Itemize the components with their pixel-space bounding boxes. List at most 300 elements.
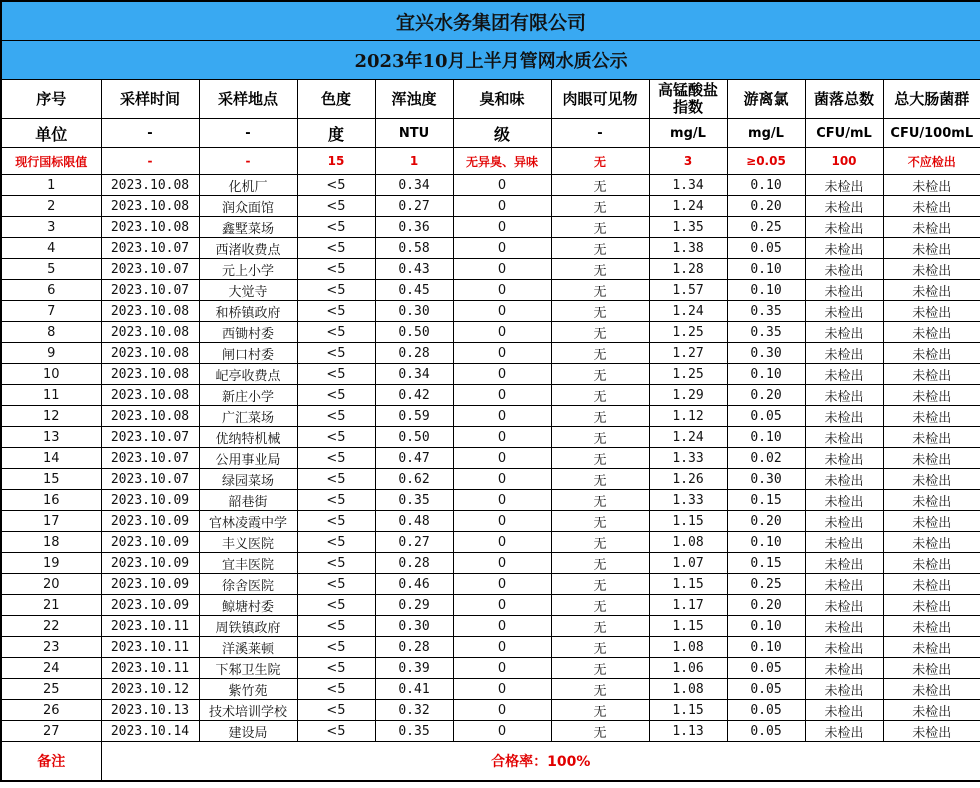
cell-sample-time: 2023.10.09 — [101, 595, 199, 616]
cell-seq: 17 — [1, 511, 101, 532]
cell-sample-site: 西锄村委 — [199, 322, 297, 343]
cell-permanganate-index: 1.34 — [649, 175, 727, 196]
cell-coliform: 未检出 — [883, 385, 980, 406]
cell-free-chlorine: 0.35 — [727, 301, 805, 322]
cell-free-chlorine: 0.05 — [727, 658, 805, 679]
cell-free-chlorine: 0.15 — [727, 553, 805, 574]
cell-sample-site: 紫竹苑 — [199, 679, 297, 700]
cell-odor: 0 — [453, 595, 551, 616]
cell-chroma: <5 — [297, 406, 375, 427]
page-title: 2023年10月上半月管网水质公示 — [1, 41, 980, 80]
cell-permanganate-index: 1.15 — [649, 511, 727, 532]
unit-sample-time: - — [101, 119, 199, 148]
cell-coliform: 未检出 — [883, 574, 980, 595]
cell-free-chlorine: 0.05 — [727, 406, 805, 427]
cell-free-chlorine: 0.10 — [727, 175, 805, 196]
cell-free-chlorine: 0.30 — [727, 469, 805, 490]
cell-chroma: <5 — [297, 658, 375, 679]
table-row — [1, 616, 980, 637]
cell-free-chlorine: 0.10 — [727, 427, 805, 448]
cell-odor: 0 — [453, 721, 551, 742]
cell-coliform: 未检出 — [883, 238, 980, 259]
cell-permanganate-index: 1.07 — [649, 553, 727, 574]
cell-permanganate-index: 1.24 — [649, 427, 727, 448]
cell-free-chlorine: 0.25 — [727, 574, 805, 595]
cell-visible-matter: 无 — [551, 259, 649, 280]
cell-sample-time: 2023.10.09 — [101, 574, 199, 595]
unit-visible-matter: - — [551, 119, 649, 148]
cell-odor: 0 — [453, 532, 551, 553]
cell-colony-count: 未检出 — [805, 511, 883, 532]
cell-free-chlorine: 0.10 — [727, 259, 805, 280]
unit-coliform: CFU/100mL — [883, 119, 980, 148]
column-header-chroma: 色度 — [297, 80, 375, 119]
cell-turbidity: 0.62 — [375, 469, 453, 490]
limit-permanganate-index: 3 — [649, 148, 727, 175]
cell-coliform: 未检出 — [883, 406, 980, 427]
cell-odor: 0 — [453, 658, 551, 679]
cell-chroma: <5 — [297, 217, 375, 238]
cell-odor: 0 — [453, 364, 551, 385]
cell-coliform: 未检出 — [883, 679, 980, 700]
limit-sample-site: - — [199, 148, 297, 175]
cell-seq: 10 — [1, 364, 101, 385]
cell-chroma: <5 — [297, 637, 375, 658]
cell-seq: 3 — [1, 217, 101, 238]
column-header-sample-time: 采样时间 — [101, 80, 199, 119]
cell-colony-count: 未检出 — [805, 469, 883, 490]
cell-chroma: <5 — [297, 490, 375, 511]
limit-colony-count: 100 — [805, 148, 883, 175]
cell-free-chlorine: 0.10 — [727, 364, 805, 385]
cell-odor: 0 — [453, 448, 551, 469]
cell-chroma: <5 — [297, 679, 375, 700]
cell-chroma: <5 — [297, 385, 375, 406]
cell-sample-time: 2023.10.08 — [101, 301, 199, 322]
cell-odor: 0 — [453, 301, 551, 322]
cell-chroma: <5 — [297, 511, 375, 532]
cell-visible-matter: 无 — [551, 511, 649, 532]
cell-sample-site: 官林凌霞中学 — [199, 511, 297, 532]
unit-colony-count: CFU/mL — [805, 119, 883, 148]
table-row — [1, 658, 980, 679]
cell-coliform: 未检出 — [883, 616, 980, 637]
cell-visible-matter: 无 — [551, 616, 649, 637]
cell-free-chlorine: 0.10 — [727, 616, 805, 637]
cell-sample-site: 西渚收费点 — [199, 238, 297, 259]
cell-coliform: 未检出 — [883, 259, 980, 280]
cell-free-chlorine: 0.02 — [727, 448, 805, 469]
cell-seq: 9 — [1, 343, 101, 364]
cell-seq: 12 — [1, 406, 101, 427]
cell-visible-matter: 无 — [551, 196, 649, 217]
cell-turbidity: 0.59 — [375, 406, 453, 427]
table-row — [1, 679, 980, 700]
cell-seq: 20 — [1, 574, 101, 595]
column-header-turbidity: 浑浊度 — [375, 80, 453, 119]
cell-odor: 0 — [453, 238, 551, 259]
cell-colony-count: 未检出 — [805, 553, 883, 574]
table-row — [1, 364, 980, 385]
cell-colony-count: 未检出 — [805, 427, 883, 448]
cell-coliform: 未检出 — [883, 322, 980, 343]
cell-sample-time: 2023.10.08 — [101, 364, 199, 385]
column-header-free-chlorine: 游离氯 — [727, 80, 805, 119]
cell-permanganate-index: 1.33 — [649, 490, 727, 511]
cell-permanganate-index: 1.08 — [649, 637, 727, 658]
cell-permanganate-index: 1.15 — [649, 700, 727, 721]
cell-visible-matter: 无 — [551, 406, 649, 427]
cell-free-chlorine: 0.05 — [727, 700, 805, 721]
cell-colony-count: 未检出 — [805, 364, 883, 385]
table-row — [1, 343, 980, 364]
cell-colony-count: 未检出 — [805, 280, 883, 301]
cell-odor: 0 — [453, 553, 551, 574]
cell-colony-count: 未检出 — [805, 301, 883, 322]
cell-sample-site: 公用事业局 — [199, 448, 297, 469]
cell-coliform: 未检出 — [883, 301, 980, 322]
table-row — [1, 406, 980, 427]
cell-turbidity: 0.39 — [375, 658, 453, 679]
cell-free-chlorine: 0.20 — [727, 595, 805, 616]
cell-coliform: 未检出 — [883, 175, 980, 196]
cell-colony-count: 未检出 — [805, 616, 883, 637]
cell-sample-site: 徐舍医院 — [199, 574, 297, 595]
cell-colony-count: 未检出 — [805, 490, 883, 511]
cell-coliform: 未检出 — [883, 280, 980, 301]
cell-permanganate-index: 1.33 — [649, 448, 727, 469]
cell-permanganate-index: 1.26 — [649, 469, 727, 490]
cell-permanganate-index: 1.15 — [649, 616, 727, 637]
column-header-visible-matter: 肉眼可见物 — [551, 80, 649, 119]
cell-chroma: <5 — [297, 322, 375, 343]
cell-visible-matter: 无 — [551, 721, 649, 742]
cell-seq: 19 — [1, 553, 101, 574]
cell-colony-count: 未检出 — [805, 448, 883, 469]
cell-odor: 0 — [453, 217, 551, 238]
cell-permanganate-index: 1.28 — [649, 259, 727, 280]
cell-coliform: 未检出 — [883, 427, 980, 448]
cell-odor: 0 — [453, 406, 551, 427]
cell-sample-time: 2023.10.07 — [101, 448, 199, 469]
cell-free-chlorine: 0.20 — [727, 196, 805, 217]
cell-turbidity: 0.41 — [375, 679, 453, 700]
cell-permanganate-index: 1.57 — [649, 280, 727, 301]
table-row — [1, 385, 980, 406]
cell-sample-time: 2023.10.08 — [101, 322, 199, 343]
cell-sample-time: 2023.10.08 — [101, 343, 199, 364]
cell-colony-count: 未检出 — [805, 700, 883, 721]
cell-free-chlorine: 0.10 — [727, 532, 805, 553]
cell-sample-site: 洋溪莱顿 — [199, 637, 297, 658]
cell-turbidity: 0.28 — [375, 637, 453, 658]
unit-chroma: 度 — [297, 119, 375, 148]
cell-chroma: <5 — [297, 238, 375, 259]
cell-coliform: 未检出 — [883, 658, 980, 679]
cell-free-chlorine: 0.30 — [727, 343, 805, 364]
cell-chroma: <5 — [297, 364, 375, 385]
cell-odor: 0 — [453, 679, 551, 700]
cell-permanganate-index: 1.25 — [649, 364, 727, 385]
cell-visible-matter: 无 — [551, 553, 649, 574]
cell-colony-count: 未检出 — [805, 721, 883, 742]
cell-free-chlorine: 0.05 — [727, 679, 805, 700]
table-row — [1, 469, 980, 490]
cell-turbidity: 0.27 — [375, 532, 453, 553]
cell-odor: 0 — [453, 616, 551, 637]
cell-turbidity: 0.29 — [375, 595, 453, 616]
cell-sample-site: 绿园菜场 — [199, 469, 297, 490]
cell-coliform: 未检出 — [883, 343, 980, 364]
cell-colony-count: 未检出 — [805, 196, 883, 217]
cell-permanganate-index: 1.29 — [649, 385, 727, 406]
table-row — [1, 217, 980, 238]
cell-colony-count: 未检出 — [805, 595, 883, 616]
cell-permanganate-index: 1.38 — [649, 238, 727, 259]
cell-coliform: 未检出 — [883, 553, 980, 574]
cell-seq: 24 — [1, 658, 101, 679]
cell-seq: 5 — [1, 259, 101, 280]
cell-coliform: 未检出 — [883, 217, 980, 238]
cell-chroma: <5 — [297, 448, 375, 469]
column-header-coliform: 总大肠菌群 — [883, 80, 980, 119]
cell-sample-site: 鲸塘村委 — [199, 595, 297, 616]
cell-sample-site: 周铁镇政府 — [199, 616, 297, 637]
cell-permanganate-index: 1.13 — [649, 721, 727, 742]
cell-turbidity: 0.28 — [375, 553, 453, 574]
cell-sample-time: 2023.10.08 — [101, 196, 199, 217]
cell-free-chlorine: 0.25 — [727, 217, 805, 238]
cell-turbidity: 0.35 — [375, 490, 453, 511]
cell-free-chlorine: 0.05 — [727, 238, 805, 259]
cell-visible-matter: 无 — [551, 448, 649, 469]
cell-sample-time: 2023.10.07 — [101, 238, 199, 259]
cell-chroma: <5 — [297, 700, 375, 721]
cell-seq: 4 — [1, 238, 101, 259]
unit-sample-site: - — [199, 119, 297, 148]
company-name: 宜兴水务集团有限公司 — [1, 1, 980, 41]
cell-colony-count: 未检出 — [805, 385, 883, 406]
cell-chroma: <5 — [297, 469, 375, 490]
table-row — [1, 280, 980, 301]
cell-sample-site: 韶巷街 — [199, 490, 297, 511]
cell-visible-matter: 无 — [551, 364, 649, 385]
cell-chroma: <5 — [297, 721, 375, 742]
cell-seq: 7 — [1, 301, 101, 322]
cell-visible-matter: 无 — [551, 679, 649, 700]
cell-seq: 27 — [1, 721, 101, 742]
column-header-row — [1, 80, 980, 119]
cell-sample-time: 2023.10.07 — [101, 427, 199, 448]
cell-turbidity: 0.46 — [375, 574, 453, 595]
cell-sample-site: 大觉寺 — [199, 280, 297, 301]
cell-seq: 23 — [1, 637, 101, 658]
note-label: 备注 — [1, 742, 101, 782]
cell-colony-count: 未检出 — [805, 532, 883, 553]
cell-chroma: <5 — [297, 574, 375, 595]
cell-seq: 1 — [1, 175, 101, 196]
cell-colony-count: 未检出 — [805, 658, 883, 679]
cell-visible-matter: 无 — [551, 385, 649, 406]
cell-visible-matter: 无 — [551, 301, 649, 322]
cell-odor: 0 — [453, 700, 551, 721]
cell-colony-count: 未检出 — [805, 406, 883, 427]
cell-sample-time: 2023.10.09 — [101, 532, 199, 553]
cell-turbidity: 0.34 — [375, 175, 453, 196]
cell-free-chlorine: 0.10 — [727, 280, 805, 301]
cell-sample-site: 化机厂 — [199, 175, 297, 196]
cell-sample-time: 2023.10.08 — [101, 385, 199, 406]
cell-odor: 0 — [453, 427, 551, 448]
cell-seq: 11 — [1, 385, 101, 406]
unit-row — [1, 119, 980, 148]
cell-turbidity: 0.45 — [375, 280, 453, 301]
column-header-seq: 序号 — [1, 80, 101, 119]
cell-colony-count: 未检出 — [805, 343, 883, 364]
cell-odor: 0 — [453, 175, 551, 196]
cell-permanganate-index: 1.08 — [649, 532, 727, 553]
cell-seq: 2 — [1, 196, 101, 217]
column-header-odor: 臭和味 — [453, 80, 551, 119]
cell-chroma: <5 — [297, 301, 375, 322]
cell-sample-site: 新庄小学 — [199, 385, 297, 406]
cell-chroma: <5 — [297, 553, 375, 574]
limit-sample-time: - — [101, 148, 199, 175]
cell-permanganate-index: 1.08 — [649, 679, 727, 700]
note-row — [1, 742, 980, 782]
cell-sample-site: 广汇菜场 — [199, 406, 297, 427]
cell-permanganate-index: 1.35 — [649, 217, 727, 238]
table-row — [1, 574, 980, 595]
unit-odor: 级 — [453, 119, 551, 148]
table-row — [1, 427, 980, 448]
cell-colony-count: 未检出 — [805, 238, 883, 259]
table-row — [1, 511, 980, 532]
cell-turbidity: 0.58 — [375, 238, 453, 259]
cell-odor: 0 — [453, 322, 551, 343]
cell-sample-site: 屺亭收费点 — [199, 364, 297, 385]
unit-turbidity: NTU — [375, 119, 453, 148]
cell-turbidity: 0.34 — [375, 364, 453, 385]
cell-free-chlorine: 0.35 — [727, 322, 805, 343]
cell-odor: 0 — [453, 637, 551, 658]
national-limit-row — [1, 148, 980, 175]
cell-colony-count: 未检出 — [805, 679, 883, 700]
cell-odor: 0 — [453, 385, 551, 406]
cell-seq: 8 — [1, 322, 101, 343]
cell-seq: 15 — [1, 469, 101, 490]
table-row — [1, 637, 980, 658]
limit-visible-matter: 无 — [551, 148, 649, 175]
cell-sample-site: 丰义医院 — [199, 532, 297, 553]
cell-chroma: <5 — [297, 343, 375, 364]
cell-seq: 25 — [1, 679, 101, 700]
cell-coliform: 未检出 — [883, 637, 980, 658]
cell-visible-matter: 无 — [551, 322, 649, 343]
cell-chroma: <5 — [297, 259, 375, 280]
cell-permanganate-index: 1.24 — [649, 301, 727, 322]
cell-chroma: <5 — [297, 532, 375, 553]
limit-seq: 现行国标限值 — [1, 148, 101, 175]
cell-turbidity: 0.36 — [375, 217, 453, 238]
cell-visible-matter: 无 — [551, 658, 649, 679]
cell-visible-matter: 无 — [551, 490, 649, 511]
cell-chroma: <5 — [297, 280, 375, 301]
cell-sample-time: 2023.10.11 — [101, 658, 199, 679]
cell-turbidity: 0.42 — [375, 385, 453, 406]
cell-sample-site: 建设局 — [199, 721, 297, 742]
cell-seq: 26 — [1, 700, 101, 721]
cell-colony-count: 未检出 — [805, 637, 883, 658]
cell-permanganate-index: 1.17 — [649, 595, 727, 616]
cell-permanganate-index: 1.25 — [649, 322, 727, 343]
cell-odor: 0 — [453, 259, 551, 280]
cell-sample-time: 2023.10.07 — [101, 259, 199, 280]
unit-seq: 单位 — [1, 119, 101, 148]
cell-seq: 6 — [1, 280, 101, 301]
cell-coliform: 未检出 — [883, 721, 980, 742]
cell-sample-site: 元上小学 — [199, 259, 297, 280]
cell-sample-time: 2023.10.12 — [101, 679, 199, 700]
column-header-sample-site: 采样地点 — [199, 80, 297, 119]
limit-coliform: 不应检出 — [883, 148, 980, 175]
cell-odor: 0 — [453, 574, 551, 595]
cell-permanganate-index: 1.27 — [649, 343, 727, 364]
cell-sample-time: 2023.10.08 — [101, 217, 199, 238]
cell-odor: 0 — [453, 196, 551, 217]
cell-turbidity: 0.32 — [375, 700, 453, 721]
cell-colony-count: 未检出 — [805, 574, 883, 595]
table-row — [1, 238, 980, 259]
cell-turbidity: 0.47 — [375, 448, 453, 469]
cell-coliform: 未检出 — [883, 448, 980, 469]
pass-rate-text: 合格率：100% — [101, 742, 980, 782]
cell-turbidity: 0.48 — [375, 511, 453, 532]
cell-permanganate-index: 1.15 — [649, 574, 727, 595]
cell-coliform: 未检出 — [883, 700, 980, 721]
table-row — [1, 259, 980, 280]
limit-free-chlorine: ≥0.05 — [727, 148, 805, 175]
cell-turbidity: 0.30 — [375, 301, 453, 322]
cell-seq: 14 — [1, 448, 101, 469]
limit-chroma: 15 — [297, 148, 375, 175]
limit-odor: 无异臭、异味 — [453, 148, 551, 175]
cell-chroma: <5 — [297, 595, 375, 616]
cell-seq: 18 — [1, 532, 101, 553]
cell-colony-count: 未检出 — [805, 217, 883, 238]
cell-turbidity: 0.50 — [375, 427, 453, 448]
table-row — [1, 700, 980, 721]
column-header-permanganate-index: 高锰酸盐 指数 — [649, 80, 727, 119]
cell-visible-matter: 无 — [551, 532, 649, 553]
cell-odor: 0 — [453, 343, 551, 364]
cell-turbidity: 0.28 — [375, 343, 453, 364]
cell-coliform: 未检出 — [883, 364, 980, 385]
cell-colony-count: 未检出 — [805, 322, 883, 343]
cell-sample-time: 2023.10.07 — [101, 469, 199, 490]
cell-visible-matter: 无 — [551, 427, 649, 448]
table-row — [1, 553, 980, 574]
cell-turbidity: 0.43 — [375, 259, 453, 280]
cell-coliform: 未检出 — [883, 511, 980, 532]
cell-visible-matter: 无 — [551, 595, 649, 616]
cell-coliform: 未检出 — [883, 532, 980, 553]
cell-sample-time: 2023.10.14 — [101, 721, 199, 742]
cell-visible-matter: 无 — [551, 574, 649, 595]
cell-visible-matter: 无 — [551, 637, 649, 658]
cell-chroma: <5 — [297, 616, 375, 637]
cell-turbidity: 0.27 — [375, 196, 453, 217]
